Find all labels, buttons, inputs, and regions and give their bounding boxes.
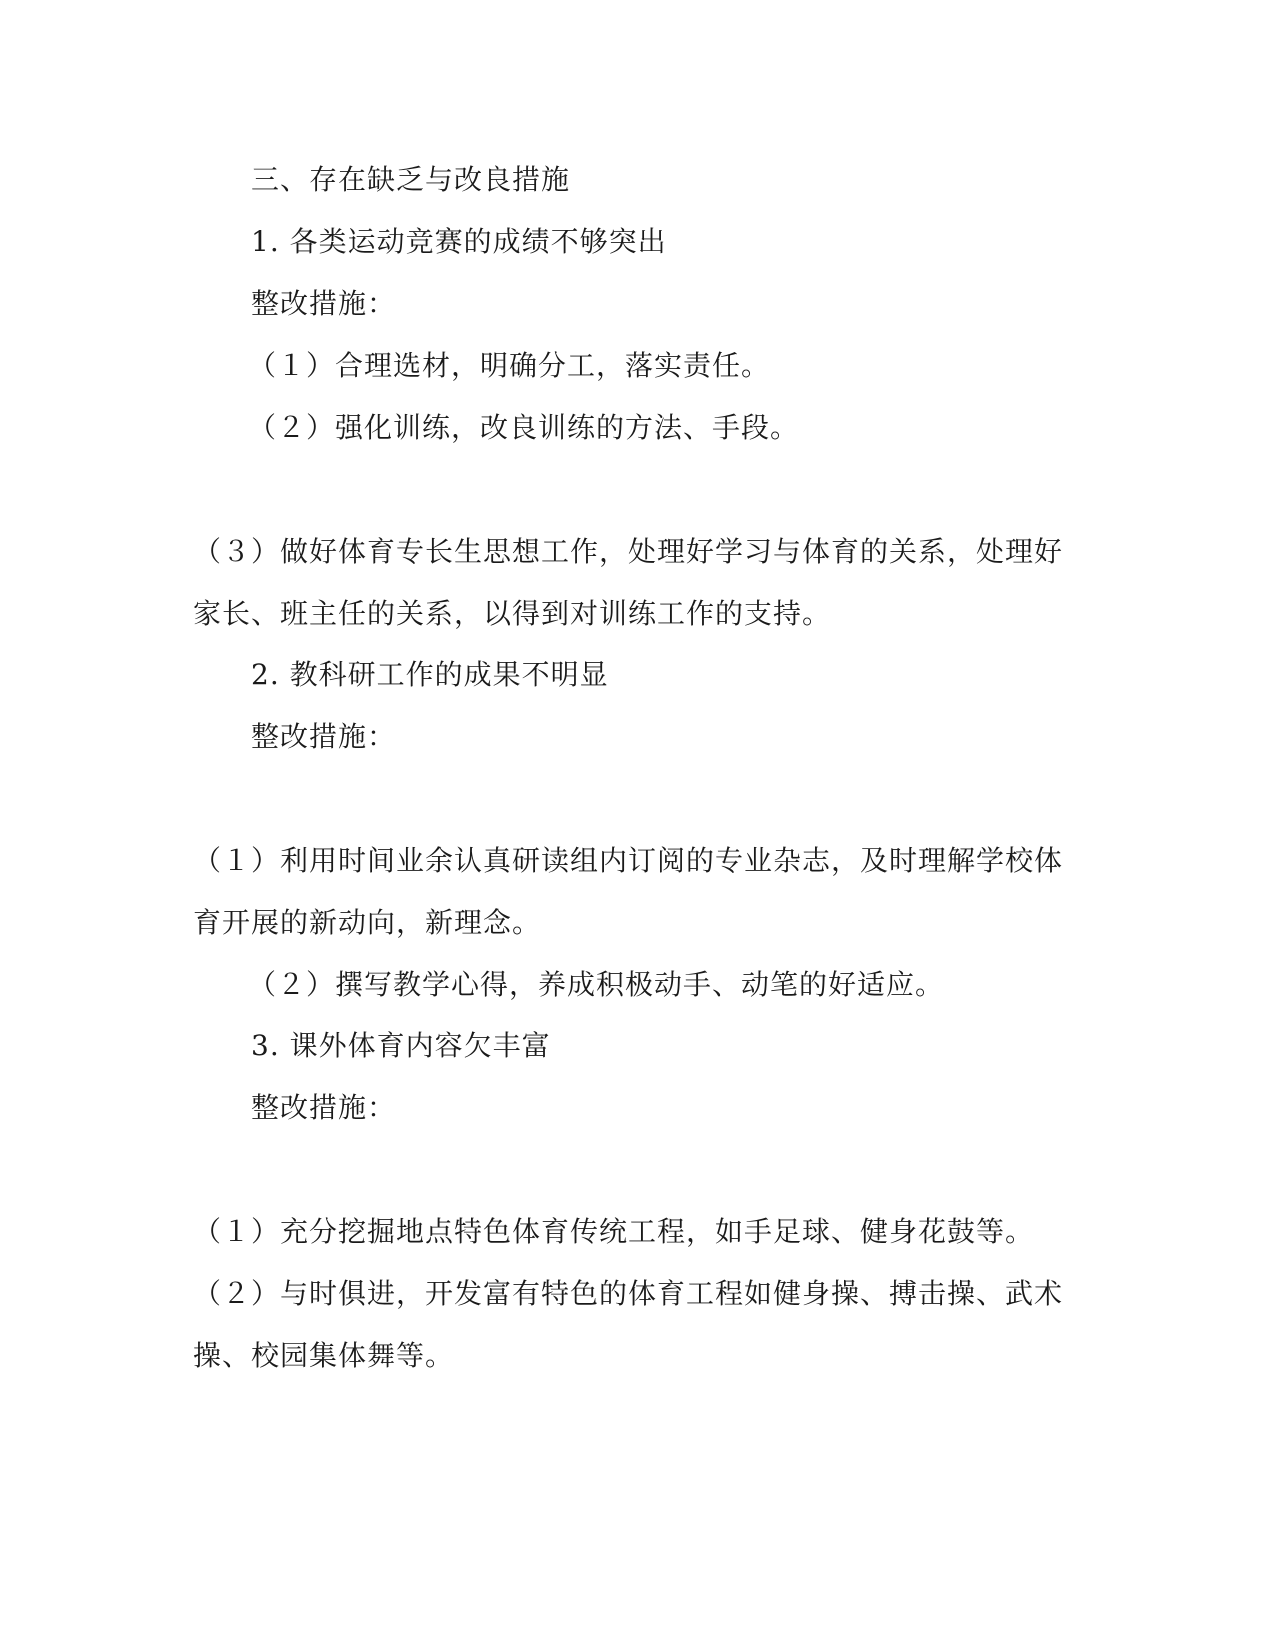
measure-1-3: （３）做好体育专长生思想工作，处理好学习与体育的关系，处理好 (193, 535, 1064, 568)
measure-1-1: （１）合理选材，明确分工，落实责任。 (248, 349, 771, 382)
item-title-2: 2. 教科研工作的成果不明显 (251, 658, 609, 691)
measure-2-2: （２）撰写教学心得，养成积极动手、动笔的好适应。 (248, 968, 945, 1001)
measure-2-1: （１）利用时间业余认真研读组内订阅的专业杂志，及时理解学校体 (193, 844, 1064, 877)
item-title-3: 3. 课外体育内容欠丰富 (251, 1029, 551, 1062)
measures-label-1: 整改措施： (251, 287, 397, 320)
section-heading: 三、存在缺乏与改良措施 (251, 163, 571, 196)
measure-1-3-continued: 家长、班主任的关系，以得到对训练工作的支持。 (193, 597, 832, 630)
measure-1-2: （２）强化训练，改良训练的方法、手段。 (248, 411, 800, 444)
measure-3-2: （２）与时俱进，开发富有特色的体育工程如健身操、搏击操、武术 (193, 1277, 1064, 1310)
measure-3-1: （１）充分挖掘地点特色体育传统工程，如手足球、健身花鼓等。 (193, 1215, 1035, 1248)
measures-label-3: 整改措施： (251, 1091, 397, 1124)
measure-3-2-continued: 操、校园集体舞等。 (193, 1339, 455, 1372)
item-title-1: 1. 各类运动竞赛的成绩不够突出 (251, 225, 667, 258)
measures-label-2: 整改措施： (251, 720, 397, 753)
measure-2-1-continued: 育开展的新动向，新理念。 (193, 906, 542, 939)
